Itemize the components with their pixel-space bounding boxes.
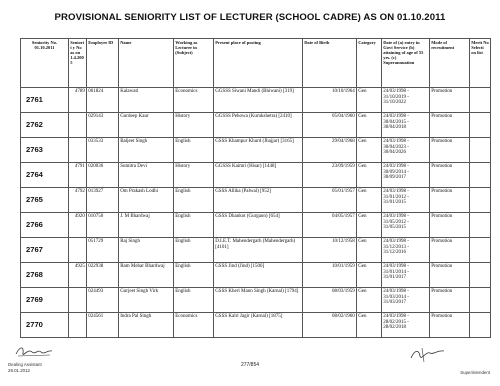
employee-id-cell: 020036 — [87, 163, 119, 188]
merit-number-cell — [470, 113, 491, 138]
recruitment-mode-cell: Promotion — [430, 213, 470, 238]
employee-name-cell: Kalawati — [119, 88, 174, 113]
seniority-number-cell: 2766 — [21, 213, 69, 238]
table-row — [21, 188, 491, 213]
seniority-number-cell: 2763 — [21, 138, 69, 163]
employee-id-cell: 029143 — [87, 113, 119, 138]
employee-name-cell: Baljeet Singh — [119, 138, 174, 163]
merit-number-cell — [470, 263, 491, 288]
posting-place-cell: GGSSS Pehowa (Kurukshetra) [2410] — [214, 113, 303, 138]
old-seniority-number-cell — [69, 113, 87, 138]
merit-number-cell — [470, 313, 491, 338]
employee-name-cell: Ram Mehar Bhardwaj — [119, 263, 174, 288]
seniority-number-cell: 2767 — [21, 238, 69, 263]
date-of-birth-cell: 08/02/1960 — [303, 313, 357, 338]
page-number: 277/854 — [240, 362, 260, 368]
page-title: PROVISIONAL SENIORITY LIST OF LECTURER (SCHOOL CADRE) AS ON 01.10.2011 — [54, 12, 446, 23]
service-dates-cell: 24/03/1998 - 31/10/2019 - 31/10/2022 — [382, 88, 430, 113]
table-row — [21, 163, 491, 188]
seniority-number-cell: 2768 — [21, 263, 69, 288]
merit-number-cell — [470, 188, 491, 213]
subject-cell: Economics — [174, 88, 214, 113]
seniority-number-cell: 2761 — [21, 88, 69, 113]
service-dates-cell: 24/03/1998 - 30/04/2023 - 30/04/2026 — [382, 138, 430, 163]
table-row — [21, 88, 491, 113]
date-of-birth-cell: 08/03/1959 — [303, 288, 357, 313]
subject-cell: English — [174, 263, 214, 288]
column-header: Seniority No. 01.10.2011 — [21, 39, 69, 88]
column-header: Merit No Selecti on list — [470, 39, 491, 88]
date-of-birth-cell: 23/09/1959 — [303, 163, 357, 188]
date-of-birth-cell: 10/12/1958 — [303, 238, 357, 263]
employee-id-cell: 022938 — [87, 263, 119, 288]
column-header: Date of Birth — [303, 39, 357, 88]
category-cell: Gen — [357, 138, 382, 163]
posting-place-cell: GSSS Kalri Jagir (Karnal) [1875] — [214, 313, 303, 338]
recruitment-mode-cell: Promotion — [430, 113, 470, 138]
employee-name-cell: Indra Pal Singh — [119, 313, 174, 338]
category-cell: Gen — [357, 113, 382, 138]
category-cell: Gen — [357, 263, 382, 288]
employee-id-cell: 024561 — [87, 313, 119, 338]
footer-date: 28.01.2012 — [8, 367, 30, 373]
footer-right: Superintendent — [460, 370, 490, 375]
employee-name-cell: Raj Singh — [119, 238, 174, 263]
footer-role: Dealing Assistant — [8, 362, 42, 367]
subject-cell: History — [174, 163, 214, 188]
employee-id-cell: 024493 — [87, 288, 119, 313]
posting-place-cell: GGSSS Siwani Mandi (Bhiwani) [319] — [214, 88, 303, 113]
seniority-number-cell: 2765 — [21, 188, 69, 213]
table-row — [21, 113, 491, 138]
seniority-number-cell: 2770 — [21, 313, 69, 338]
service-dates-cell: 24/03/1998 - 30/09/2014 - 30/09/2017 — [382, 163, 430, 188]
column-header: Working as Lecturer in (Subject) — [174, 39, 214, 88]
subject-cell: Economics — [174, 313, 214, 338]
table-row — [21, 313, 491, 338]
employee-name-cell: Gurdeep Kaur — [119, 113, 174, 138]
table-row — [21, 263, 491, 288]
category-cell: Gen — [357, 238, 382, 263]
column-header: Seniorit y No as on 1.4.200 5 — [69, 39, 87, 88]
service-dates-cell: 24/03/1998 - 30/04/2015 - 30/04/2018 — [382, 113, 430, 138]
old-seniority-number-cell: 4789 — [69, 88, 87, 113]
seniority-number-cell: 2764 — [21, 163, 69, 188]
column-header: Date of (a) entry in Govt Service (b) attaining of age of 55 yrs. (c) Superannuation — [382, 39, 430, 88]
date-of-birth-cell: 29/04/1968 — [303, 138, 357, 163]
employee-id-cell: 061824 — [87, 88, 119, 113]
table-row — [21, 213, 491, 238]
dealing-assistant-signature — [14, 344, 56, 360]
employee-id-cell: 051729 — [87, 238, 119, 263]
employee-name-cell: Gurjeet Singh Virk — [119, 288, 174, 313]
seniority-number-cell: 2769 — [21, 288, 69, 313]
category-cell: Gen — [357, 88, 382, 113]
posting-place-cell: GSSS Dhankot (Gurgaon) [654] — [214, 213, 303, 238]
recruitment-mode-cell: Promotion — [430, 88, 470, 113]
old-seniority-number-cell — [69, 313, 87, 338]
subject-cell: English — [174, 213, 214, 238]
service-dates-cell: 24/03/1998 - 31/12/2013 - 31/12/2016 — [382, 238, 430, 263]
merit-number-cell — [470, 238, 491, 263]
posting-place-cell: GSSS Kheri Mann Singh (Karnal) [1794] — [214, 288, 303, 313]
date-of-birth-cell: 05/01/1957 — [303, 188, 357, 213]
merit-number-cell — [470, 88, 491, 113]
merit-number-cell — [470, 163, 491, 188]
subject-cell: English — [174, 188, 214, 213]
service-dates-cell: 24/03/1998 - 31/01/2012 - 31/01/2015 — [382, 188, 430, 213]
seniority-table — [20, 38, 491, 338]
subject-cell: History — [174, 113, 214, 138]
date-of-birth-cell: 04/05/1957 — [303, 213, 357, 238]
column-header: Name — [119, 39, 174, 88]
date-of-birth-cell: 10/10/1964 — [303, 88, 357, 113]
recruitment-mode-cell: Promotion — [430, 313, 470, 338]
subject-cell: English — [174, 288, 214, 313]
table-header-row — [21, 39, 491, 88]
old-seniority-number-cell: 4920 — [69, 213, 87, 238]
old-seniority-number-cell: 4792 — [69, 188, 87, 213]
date-of-birth-cell: 05/04/1960 — [303, 113, 357, 138]
merit-number-cell — [470, 213, 491, 238]
column-header: Employee ID — [87, 39, 119, 88]
category-cell: Gen — [357, 163, 382, 188]
column-header: Present place of posting — [214, 39, 303, 88]
category-cell: Gen — [357, 288, 382, 313]
service-dates-cell: 24/03/1998 - 31/03/2014 - 31/03/2017 — [382, 288, 430, 313]
employee-id-cell: 033533 — [87, 138, 119, 163]
subject-cell: English — [174, 138, 214, 163]
category-cell: Gen — [357, 188, 382, 213]
recruitment-mode-cell: Promotion — [430, 188, 470, 213]
service-dates-cell: 24/03/1998 - 31/01/2014 - 31/01/2017 — [382, 263, 430, 288]
employee-name-cell: J. M Bhardwaj — [119, 213, 174, 238]
recruitment-mode-cell: Promotion — [430, 138, 470, 163]
posting-place-cell: GSSS Jind (Jind) [1506] — [214, 263, 303, 288]
service-dates-cell: 24/03/1998 - 28/02/2015 - 28/02/2018 — [382, 313, 430, 338]
employee-name-cell: Sumitra Devi — [119, 163, 174, 188]
subject-cell: English — [174, 238, 214, 263]
merit-number-cell — [470, 138, 491, 163]
employee-name-cell: Om Prakash Lodhi — [119, 188, 174, 213]
table-row — [21, 288, 491, 313]
category-cell: Gen — [357, 313, 382, 338]
column-header: Mode of recruitment — [430, 39, 470, 88]
posting-place-cell: GSSS Allika (Palwal) [952] — [214, 188, 303, 213]
recruitment-mode-cell: Promotion — [430, 163, 470, 188]
category-cell: Gen — [357, 213, 382, 238]
service-dates-cell: 24/03/1998 - 31/05/2012 - 31/05/2015 — [382, 213, 430, 238]
merit-number-cell — [470, 288, 491, 313]
posting-place-cell: D.I.E.T. Mahendergarh (Mahendergarh) [4101] — [214, 238, 303, 263]
old-seniority-number-cell — [69, 138, 87, 163]
table-row — [21, 138, 491, 163]
column-header: Category — [357, 39, 382, 88]
seniority-number-cell: 2762 — [21, 113, 69, 138]
employee-id-cell: 010750 — [87, 213, 119, 238]
recruitment-mode-cell: Promotion — [430, 263, 470, 288]
recruitment-mode-cell: Promotion — [430, 288, 470, 313]
old-seniority-number-cell — [69, 238, 87, 263]
recruitment-mode-cell: Promotion — [430, 238, 470, 263]
old-seniority-number-cell: 4791 — [69, 163, 87, 188]
table-row — [21, 238, 491, 263]
old-seniority-number-cell: 4925 — [69, 263, 87, 288]
posting-place-cell: GGSSS Kaimri (Hisar) [1448] — [214, 163, 303, 188]
posting-place-cell: GSSS Khampur Khurd (Jhajjar) [3165] — [214, 138, 303, 163]
date-of-birth-cell: 10/01/1959 — [303, 263, 357, 288]
old-seniority-number-cell — [69, 288, 87, 313]
superintendent-signature — [408, 346, 448, 364]
employee-id-cell: 013927 — [87, 188, 119, 213]
